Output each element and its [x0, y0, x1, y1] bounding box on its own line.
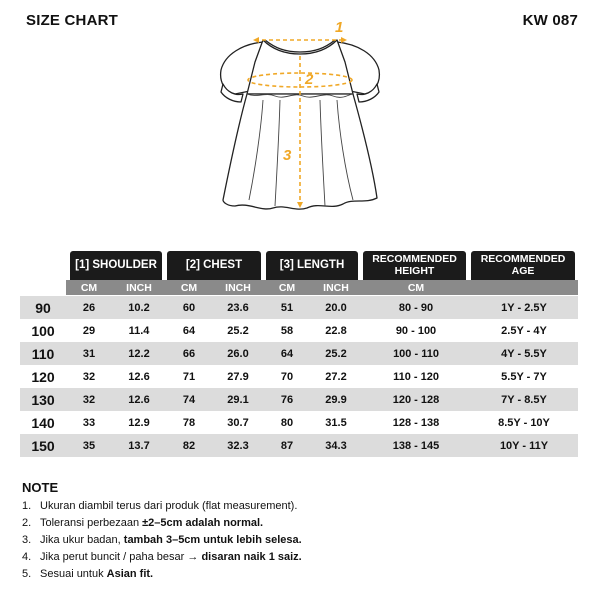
table-cell: 100 - 110 — [393, 347, 439, 360]
header-shoulder: [1] SHOULDER — [70, 251, 162, 280]
notes-list — [22, 498, 302, 583]
header-length: [3] LENGTH — [266, 251, 358, 280]
note-item: 4. Jika perut buncit / paha besar → disaran naik 1 saiz. — [22, 551, 302, 563]
table-cell: 26.0 — [227, 347, 249, 360]
table-cell: 32.3 — [227, 439, 249, 452]
table-row — [20, 434, 578, 457]
table-row — [20, 388, 578, 411]
table-cell: 82 — [182, 439, 196, 452]
subheader-inch: INCH — [112, 280, 166, 295]
table-cell: 71 — [182, 370, 196, 383]
table-cell: 34.3 — [325, 439, 347, 452]
table-cell: 12.6 — [128, 393, 150, 406]
table-cell: 7Y - 8.5Y — [501, 393, 547, 406]
table-cell: 29.9 — [325, 393, 347, 406]
product-code: KW 087 — [522, 12, 578, 29]
header-height: RECOMMENDED HEIGHT — [363, 251, 466, 280]
table-cell: 32 — [82, 370, 96, 383]
marker-2: 2 — [305, 71, 314, 88]
table-row — [20, 365, 578, 388]
subheader-inch: INCH — [310, 280, 362, 295]
size-label: 120 — [31, 368, 55, 385]
marker-1: 1 — [335, 20, 344, 36]
subheader-cm: CM — [66, 280, 112, 295]
size-label: 130 — [31, 391, 55, 408]
table-cell: 27.2 — [325, 370, 347, 383]
table-cell: 138 - 145 — [392, 439, 440, 452]
table-cell: 35 — [82, 439, 96, 452]
table-cell: 70 — [280, 370, 294, 383]
table-cell: 87 — [280, 439, 294, 452]
table-cell: 74 — [182, 393, 196, 406]
note-item: 2. Toleransi perbezaan ±2–5cm adalah normal. — [22, 517, 264, 529]
table-cell: 80 - 90 — [398, 301, 434, 314]
header-age: RECOMMENDED AGE — [471, 251, 575, 280]
subheader-cm: CM — [264, 280, 310, 295]
table-row — [20, 319, 578, 342]
marker-3: 3 — [283, 147, 292, 164]
table-cell: 64 — [280, 347, 294, 360]
table-cell: 8.5Y - 10Y — [498, 416, 550, 429]
table-cell: 31 — [82, 347, 96, 360]
table-cell: 120 - 128 — [392, 393, 440, 406]
table-cell: 2.5Y - 4Y — [501, 324, 547, 337]
page-title: SIZE CHART — [26, 12, 118, 29]
table-cell: 23.6 — [227, 301, 249, 314]
size-label: 90 — [35, 299, 51, 316]
table-row — [20, 411, 578, 434]
note-item: 3. Jika ukur badan, tambah 3–5cm untuk lebih selesa. — [22, 534, 302, 546]
header-chest: [2] CHEST — [167, 251, 261, 280]
table-cell: 12.9 — [128, 416, 150, 429]
table-cell: 12.2 — [128, 347, 150, 360]
table-cell: 66 — [182, 347, 196, 360]
subheader-inch: INCH — [212, 280, 264, 295]
subheader-blank — [470, 280, 578, 295]
table-row — [20, 342, 578, 365]
size-label: 100 — [31, 322, 55, 339]
table-cell: 76 — [280, 393, 294, 406]
table-cell: 33 — [82, 416, 96, 429]
subheader-cm: CM — [362, 280, 470, 295]
table-cell: 31.5 — [325, 416, 347, 429]
table-cell: 12.6 — [128, 370, 150, 383]
table-cell: 29 — [82, 324, 96, 337]
dress-diagram — [205, 20, 395, 220]
table-cell: 128 - 138 — [392, 416, 440, 429]
table-cell: 26 — [82, 301, 96, 314]
table-cell: 13.7 — [128, 439, 150, 452]
table-cell: 64 — [182, 324, 196, 337]
table-cell: 78 — [182, 416, 196, 429]
table-cell: 25.2 — [227, 324, 249, 337]
table-row — [20, 296, 578, 319]
table-cell: 29.1 — [227, 393, 249, 406]
size-label: 110 — [31, 345, 55, 362]
table-cell: 4Y - 5.5Y — [501, 347, 547, 360]
size-label: 150 — [31, 437, 55, 454]
note-item: 5. Sesuai untuk Asian fit. — [22, 568, 154, 580]
table-cell: 11.4 — [128, 324, 150, 337]
table-cell: 80 — [280, 416, 294, 429]
notes-title: NOTE — [22, 480, 59, 495]
table-cell: 58 — [280, 324, 294, 337]
table-cell: 30.7 — [227, 416, 249, 429]
table-cell: 10Y - 11Y — [499, 439, 549, 452]
note-item: 1. Ukuran diambil terus dari produk (flat measurement). — [22, 500, 298, 512]
table-cell: 22.8 — [325, 324, 347, 337]
size-label: 140 — [31, 414, 55, 431]
table-cell: 20.0 — [325, 301, 347, 314]
table-cell: 110 - 120 — [393, 370, 439, 383]
table-cell: 1Y - 2.5Y — [501, 301, 547, 314]
table-cell: 10.2 — [128, 301, 150, 314]
table-cell: 5.5Y - 7Y — [501, 370, 547, 383]
table-cell: 32 — [82, 393, 96, 406]
table-cell: 51 — [280, 301, 294, 314]
subheader-cm: CM — [166, 280, 212, 295]
table-cell: 90 - 100 — [395, 324, 437, 337]
table-cell: 27.9 — [227, 370, 249, 383]
table-cell: 25.2 — [325, 347, 347, 360]
table-cell: 60 — [182, 301, 196, 314]
